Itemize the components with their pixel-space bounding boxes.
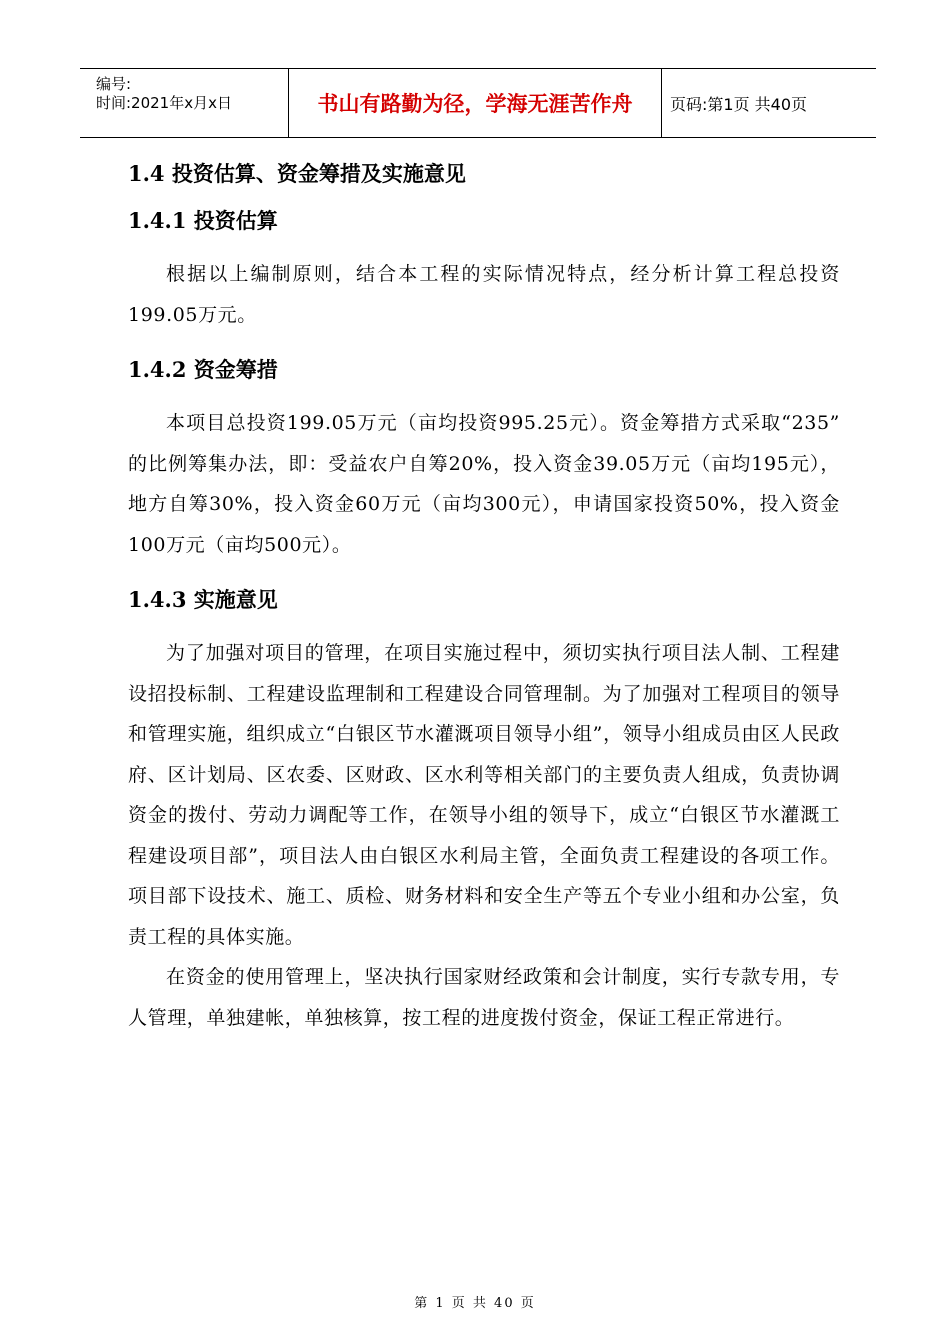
subsection-title-investment: 1.4.1 投资估算 [128,208,278,233]
page-footer: 第 1 页 共 40 页 [414,1296,536,1311]
serial-label: 编号: [96,75,132,93]
header-motto: 书山有路勤为径，学海无涯苦作舟 [288,69,662,137]
time-label: 时间:2021年x月x日 [96,94,232,112]
document-body [128,150,840,1038]
subsection-title-implementation: 1.4.3 实施意见 [128,587,278,612]
header-meta [80,69,288,137]
section-title: 1.4 投资估算、资金筹措及实施意见 [128,161,466,186]
paragraph-funding: 本项目总投资199.05万元（亩均投资995.25元）。资金筹措方式采取“235” 的比例筹集办法，即：受益农户自筹20%，投入资金39.05万元（亩均195元），地方自筹30%，投入资金60万元（亩均300元），申请国家投资50%，投入资金100万元（亩均500元）。 [128,412,840,556]
paragraph-implementation-1: 为了加强对项目的管理，在项目实施过程中，须切实执行项目法人制、工程建设招投标制、工程建设监理制和工程建设合同管理制。为了加强对工程项目的领导和管理实施，组织成立“白银区节水灌溉项目领导小组”，领导小组成员由区人民政府、区计划局、区农委、区财政、区水利等相关部门的主要负责人组成，负责协调资金的拨付、劳动力调配等工作，在领导小组的领导下，成立“白银区节水灌溉工程建设项目部”，项目法人由白银区水利局主管，全面负责工程建设的各项工作。项目部下设技术、施工、质检、财务材料和安全生产等五个专业小组和办公室，负责工程的具体实施。 [128,642,840,948]
header-page-info: 页码:第1页 共40页 [670,94,808,114]
page-header [80,68,876,138]
paragraph-investment: 根据以上编制原则，结合本工程的实际情况特点，经分析计算工程总投资199.05万元。 [128,263,840,326]
subsection-title-funding: 1.4.2 资金筹措 [128,357,278,382]
paragraph-implementation-2: 在资金的使用管理上，坚决执行国家财经政策和会计制度，实行专款专用，专人管理，单独建帐，单独核算，按工程的进度拨付资金，保证工程正常进行。 [128,966,840,1029]
